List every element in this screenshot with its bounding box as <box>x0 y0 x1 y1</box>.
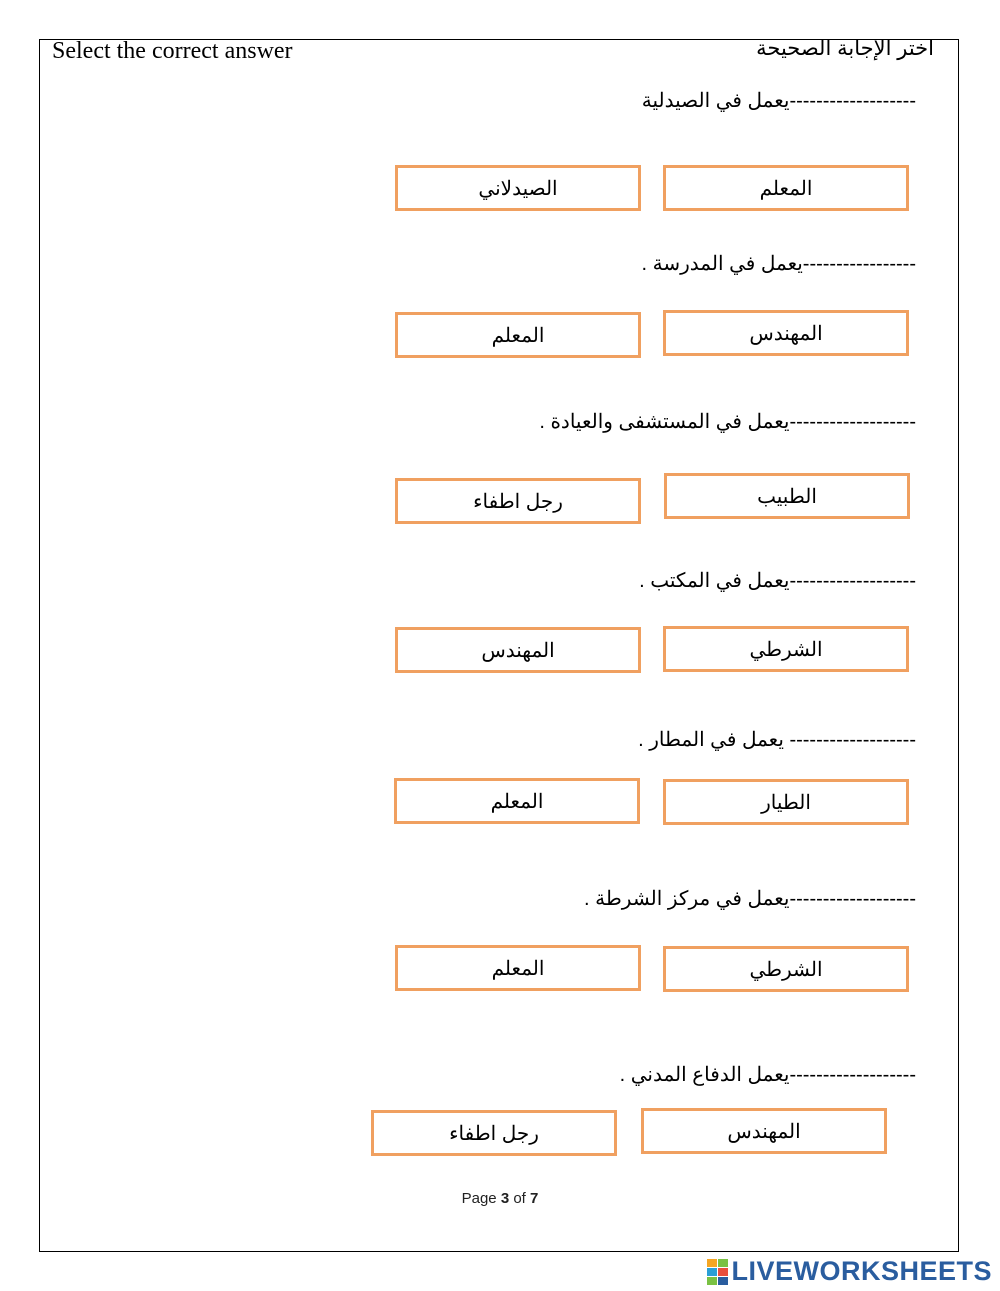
question-3: -------------------يعمل في المستشفى والعيادة . <box>539 411 916 433</box>
page-number <box>0 1190 1000 1207</box>
question-1: -------------------يعمل في الصيدلية <box>641 90 916 112</box>
question-5: ------------------- يعمل في المطار . <box>638 729 916 751</box>
q7-option-2[interactable]: رجل اطفاء <box>371 1110 617 1156</box>
q1-option-2[interactable]: الصيدلاني <box>395 165 641 211</box>
q4-option-2[interactable]: المهندس <box>395 627 641 673</box>
question-6: -------------------يعمل في مركز الشرطة . <box>584 888 916 910</box>
q4-option-1[interactable]: الشرطي <box>663 626 909 672</box>
q2-option-1[interactable]: المهندس <box>663 310 909 356</box>
page-label: Page <box>461 1190 497 1207</box>
page-current: 3 <box>500 1190 510 1207</box>
logo-text: LIVEWORKSHEETS <box>731 1256 992 1286</box>
q3-option-2[interactable]: رجل اطفاء <box>395 478 641 524</box>
question-7: -------------------يعمل الدفاع المدني . <box>619 1064 916 1086</box>
q1-option-1[interactable]: المعلم <box>663 165 909 211</box>
title-english: Select the correct answer <box>52 38 293 64</box>
title-arabic: اختر الإجابة الصحيحة <box>756 37 934 60</box>
page-total: 7 <box>530 1190 539 1207</box>
liveworksheets-logo <box>707 1256 992 1287</box>
q5-option-2[interactable]: المعلم <box>394 778 640 824</box>
page-of-label: of <box>513 1190 526 1207</box>
q6-option-1[interactable]: الشرطي <box>663 946 909 992</box>
q5-option-1[interactable]: الطيار <box>663 779 909 825</box>
question-4: -------------------يعمل في المكتب . <box>639 570 916 592</box>
q3-option-1[interactable]: الطبيب <box>664 473 910 519</box>
q6-option-2[interactable]: المعلم <box>395 945 641 991</box>
q7-option-1[interactable]: المهندس <box>641 1108 887 1154</box>
q2-option-2[interactable]: المعلم <box>395 312 641 358</box>
logo-blocks-icon <box>707 1259 728 1285</box>
question-2: -----------------يعمل في المدرسة . <box>641 253 916 275</box>
